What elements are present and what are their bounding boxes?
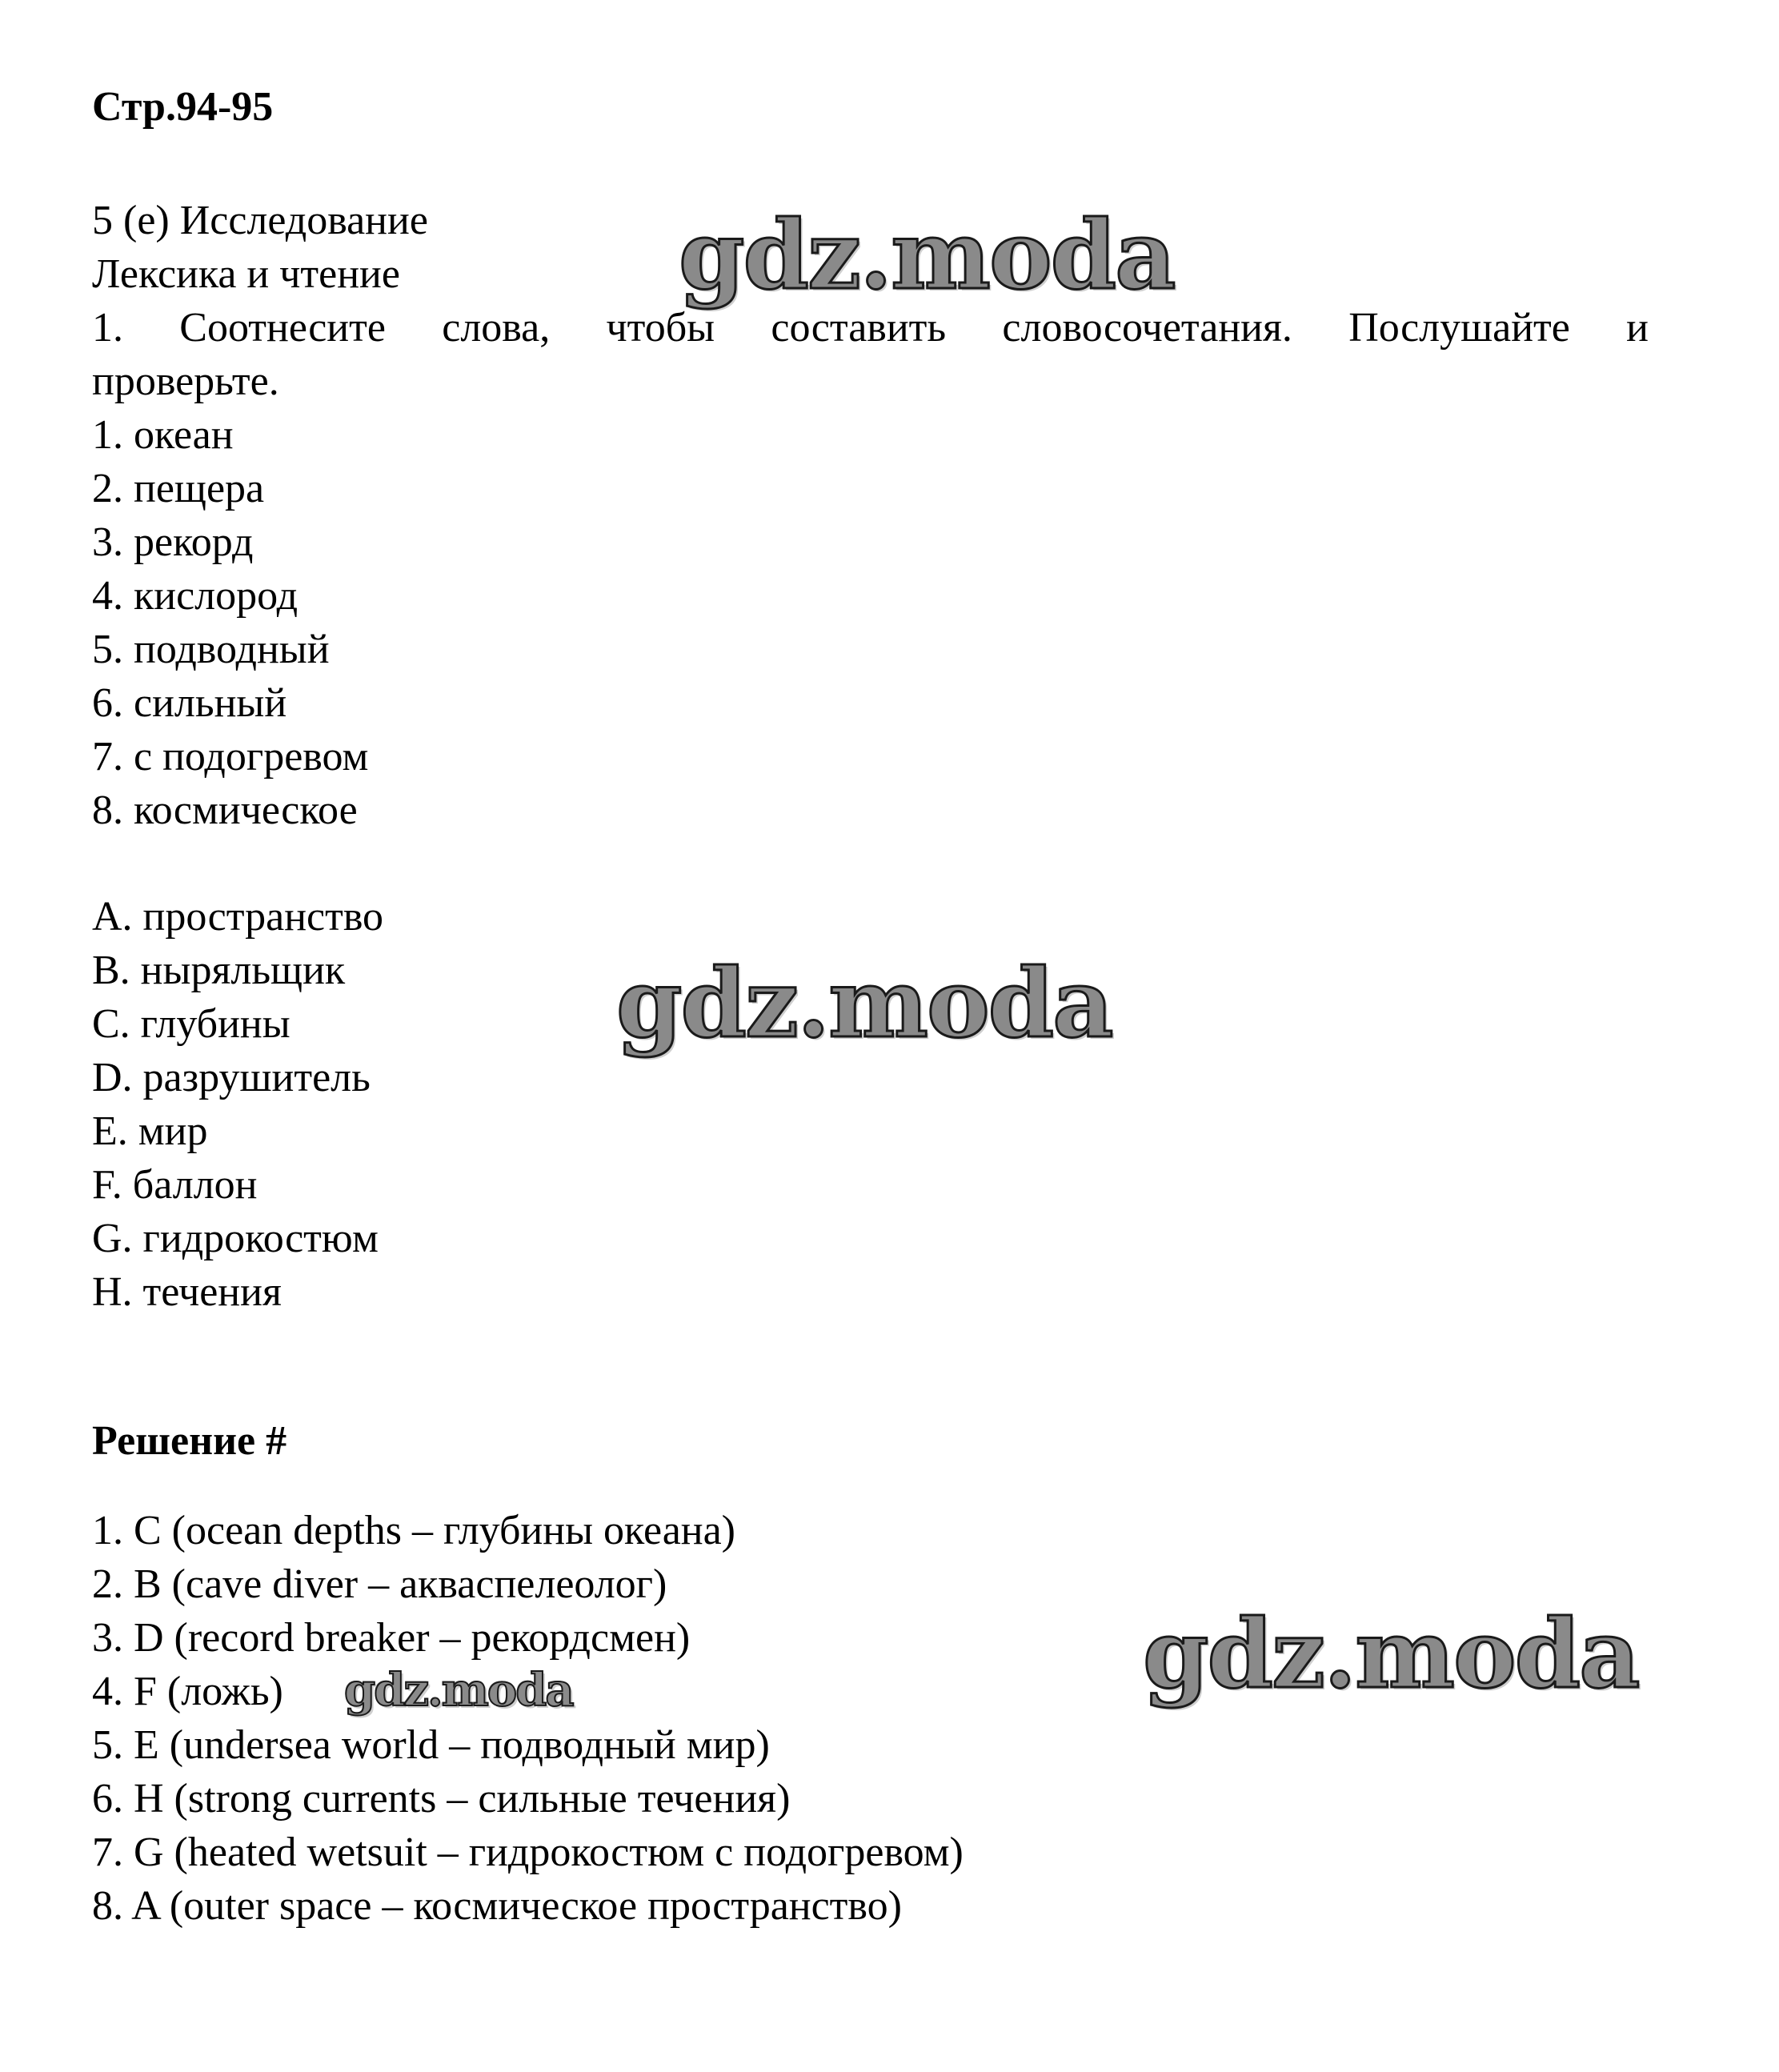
list-item: E. мир bbox=[92, 1108, 208, 1154]
list-item: C. глубины bbox=[92, 1001, 290, 1047]
answer-item: 3. D (record breaker – рекордсмен) bbox=[92, 1615, 691, 1661]
list-item: G. гидрокостюм bbox=[92, 1216, 379, 1261]
watermark: gdz.moda bbox=[679, 199, 1175, 311]
list-item: 4. кислород bbox=[92, 573, 299, 619]
list-item: 1. океан bbox=[92, 412, 234, 458]
task-word: Соотнесите bbox=[179, 305, 386, 351]
list-item: 7. с подогревом bbox=[92, 734, 369, 780]
page-header: Стр.94-95 bbox=[92, 84, 274, 130]
list-item: 5. подводный bbox=[92, 627, 330, 672]
list-item: A. пространство bbox=[92, 894, 384, 940]
list-item: D. разрушитель bbox=[92, 1055, 371, 1100]
task-line-1 bbox=[92, 307, 1649, 349]
task-word: слова, bbox=[442, 305, 551, 351]
solution-heading: Решение # bbox=[92, 1418, 287, 1464]
task-word: 1. bbox=[92, 305, 123, 351]
watermark: gdz.moda bbox=[344, 1664, 573, 1717]
task-word: словосочетания. bbox=[1002, 305, 1292, 351]
answer-item: 4. F (ложь) bbox=[92, 1669, 283, 1714]
answer-item: 1. C (ocean depths – глубины океана) bbox=[92, 1508, 735, 1553]
list-item: 2. пещера bbox=[92, 466, 265, 511]
answer-item: 7. G (heated wetsuit – гидрокостюм с подогревом) bbox=[92, 1830, 964, 1875]
list-item: H. течения bbox=[92, 1269, 282, 1315]
task-line-2: проверьте. bbox=[92, 359, 279, 404]
list-item: B. ныряльщик bbox=[92, 948, 346, 993]
answer-item: 8. A (outer space – космическое пространство) bbox=[92, 1883, 902, 1929]
list-item: F. баллон bbox=[92, 1162, 258, 1208]
answer-item: 2. B (cave diver – акваспелеолог) bbox=[92, 1561, 667, 1607]
watermark: gdz.moda bbox=[1143, 1598, 1639, 1709]
answer-item: 5. E (undersea world – подводный мир) bbox=[92, 1722, 770, 1768]
task-word: составить bbox=[771, 305, 947, 351]
task-word: Послушайте bbox=[1348, 305, 1570, 351]
list-item: 8. космическое bbox=[92, 788, 358, 833]
list-item: 6. сильный bbox=[92, 680, 287, 726]
section-title: 5 (e) Исследование bbox=[92, 198, 428, 243]
watermark: gdz.moda bbox=[616, 948, 1112, 1059]
list-item: 3. рекорд bbox=[92, 519, 254, 565]
subsection-title: Лексика и чтение bbox=[92, 251, 400, 297]
task-word: чтобы bbox=[606, 305, 715, 351]
answer-item: 6. H (strong currents – сильные течения) bbox=[92, 1776, 791, 1822]
task-word: и bbox=[1626, 305, 1649, 351]
